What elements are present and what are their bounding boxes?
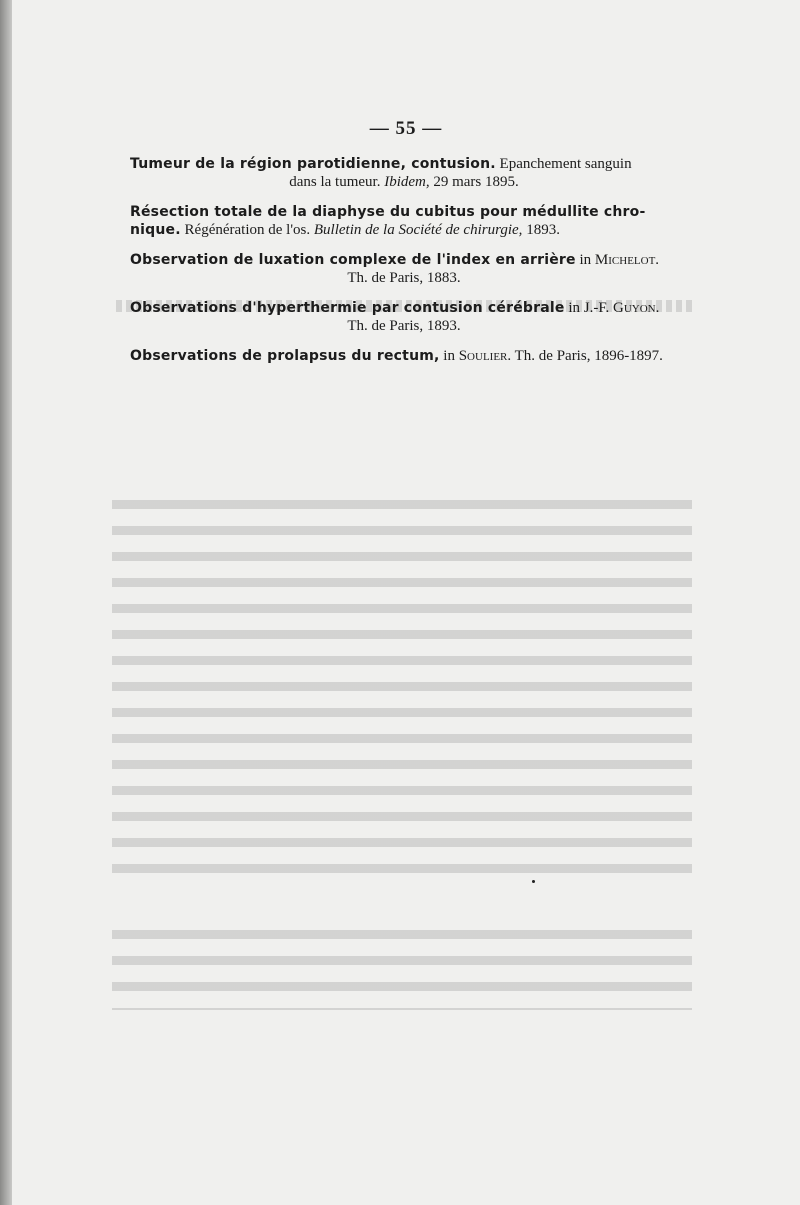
entry-text: Epanchement sanguin [495, 156, 632, 172]
bleed-through-texture [112, 930, 692, 1010]
scan-edge [0, 0, 12, 1205]
entry-continuation: Th. de Paris, 1893. [347, 318, 461, 334]
entry-1 [130, 155, 678, 191]
bibliography-list [130, 155, 678, 377]
entry-3 [130, 251, 678, 287]
page-number: — 55 — [369, 118, 443, 139]
entry-title: Observations de prolapsus du rectum, [130, 348, 440, 364]
entry-text: dans la tumeur. [289, 174, 385, 190]
entry-date: Th. de Paris, 1896-1897. [511, 348, 663, 364]
entry-author: Soulier. [458, 348, 512, 364]
entry-source: Ibidem, [384, 174, 430, 190]
entry-author: Guyon. [613, 300, 660, 316]
entry-continuation: Th. de Paris, 1883. [347, 270, 461, 286]
entry-title: Observations d'hyperthermie par contusion cérébrale [130, 300, 565, 316]
entry-title: Résection totale de la diaphyse du cubitus pour médullite chro- [130, 204, 646, 220]
entry-date: 29 mars 1895. [429, 174, 519, 190]
entry-5 [130, 347, 678, 365]
entry-text: in J.-F. [564, 300, 613, 316]
entry-title: Tumeur de la région parotidienne, contusion. [130, 156, 496, 172]
entry-continuation [130, 173, 678, 191]
ink-speck [532, 880, 535, 883]
entry-text: Régénération de l'os. [180, 222, 314, 238]
entry-source: Bulletin de la Société de chirurgie, [313, 222, 523, 238]
entry-author: Michelot. [594, 252, 660, 268]
bleed-through-texture [112, 500, 692, 880]
entry-4 [130, 299, 678, 335]
entry-text: in [439, 348, 459, 364]
entry-title: Observation de luxation complexe de l'index en arrière [130, 252, 576, 268]
page [12, 0, 800, 1205]
entry-title-cont: nique. [130, 222, 181, 238]
entry-date: 1893. [522, 222, 560, 238]
entry-text: in [575, 252, 595, 268]
entry-2 [130, 203, 678, 239]
